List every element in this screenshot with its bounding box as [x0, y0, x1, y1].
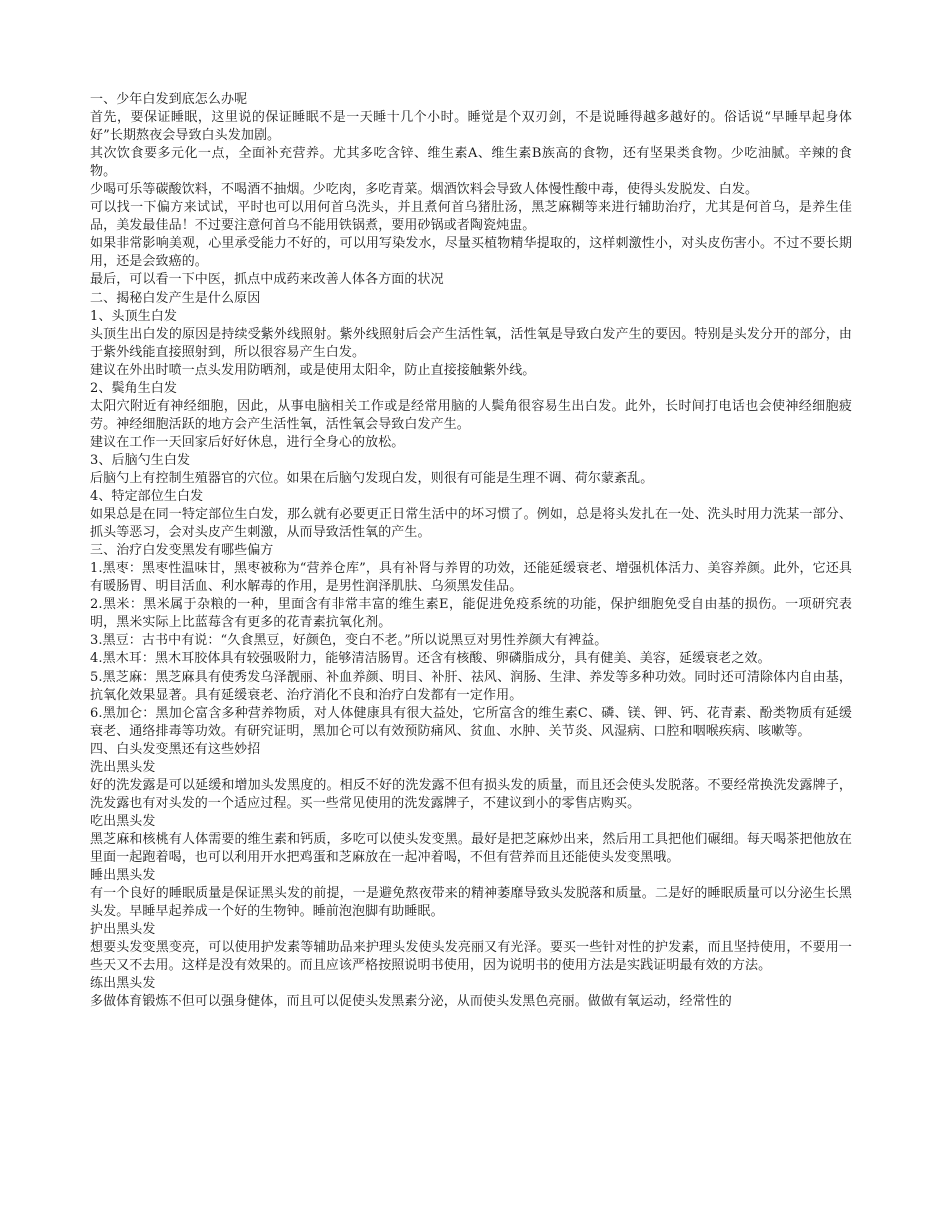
list-item: 4.黑木耳：黑木耳胶体具有较强吸附力，能够清洁肠胃。还含有核酸、卵磷脂成分，具有健美、美容，延缓衰老之效。 [90, 651, 771, 667]
section-heading: 一、少年白发到底怎么办呢 [90, 92, 248, 107]
paragraph: 其次饮食要多元化一点，全面补充营养。尤其多吃含锌、维生素A、维生素B族高的食物，还有坚果类食物。少吃油腻。辛辣的食物。 [90, 146, 852, 180]
section-heading: 四、白头发变黑还有这些妙招 [90, 741, 261, 757]
paragraph: 建议在外出时喷一点头发用防晒剂，或是使用太阳伞，防止直接接触紫外线。 [90, 362, 536, 378]
paragraph: 如果总是在同一特定部位生白发，那么就有必要更正日常生活中的坏习惯了。例如，总是将头发扎在一处、洗头时用力洗某一部分、抓头等恶习，会对头皮产生刺激，从而导致活性氧的产生。 [90, 507, 852, 541]
list-item: 5.黑芝麻：黑芝麻具有使秀发乌泽靓丽、补血养颜、明目、补肝、祛风、润肠、生津、养发等多种功效。同时还可清除体内自由基，抗氧化效果显著。具有延缓衰老、治疗消化不良和治疗白发都有一定作用。 [90, 669, 852, 703]
list-item: 6.黑加仑：黑加仑富含多种营养物质，对人体健康具有很大益处，它所富含的维生素C、磷、镁、钾、钙、花青素、酚类物质有延缓衰老、通络排毒等功效。有研究证明，黑加仑可以有效预防痛风、贫血、水肿、关节炎、风湿病、口腔和咽喉疾病、咳嗽等。 [90, 705, 852, 739]
paragraph: 最后，可以看一下中医，抓点中成药来改善人体各方面的状况 [90, 272, 444, 288]
list-item: 2.黑米：黑米属于杂粮的一种，里面含有非常丰富的维生素E，能促进免疫系统的功能，保护细胞免受自由基的损伤。一项研究表明，黑米实际上比蓝莓含有更多的花青素抗氧化剂。 [90, 597, 852, 631]
paragraph: 头顶生出白发的原因是持续受紫外线照射。紫外线照射后会产生活性氧，活性氧是导致白发产生的要因。特别是头发分开的部分，由于紫外线能直接照射到，所以很容易产生白发。 [90, 326, 852, 360]
list-item: 1.黑枣：黑枣性温味甘，黑枣被称为“营养仓库”，具有补肾与养胃的功效，还能延缓衰老、增强机体活力、美容养颜。此外，它还具有暖肠胃、明目活血、利水解毒的作用，是男性润泽肌肤、乌须黑发佳品。 [90, 561, 852, 595]
document-body [90, 91, 852, 1011]
paragraph: 太阳穴附近有神经细胞，因此，从事电脑相关工作或是经常用脑的人鬓角很容易生出白发。此外，长时间打电话也会使神经细胞疲劳。神经细胞活跃的地方会产生活性氧，活性氧会导致白发产生。 [90, 398, 852, 432]
subheading: 睡出黑头发 [90, 868, 156, 884]
subheading: 3、后脑勺生白发 [90, 452, 191, 468]
paragraph: 首先，要保证睡眠，这里说的保证睡眠不是一天睡十几个小时。睡觉是个双刃剑，不是说睡得越多越好的。俗话说“早睡早起身体好”长期熬夜会导致白头发加剧。 [90, 110, 852, 144]
subheading: 护出黑头发 [90, 922, 156, 938]
paragraph: 建议在工作一天回家后好好休息，进行全身心的放松。 [90, 434, 405, 450]
paragraph: 可以找一下偏方来试试，平时也可以用何首乌洗头，并且煮何首乌猪肚汤，黑芝麻糊等来进行辅助治疗，尤其是何首乌，是养生佳品，美发最佳品！不过要注意何首乌不能用铁锅煮，要用砂锅或者陶瓷炖盅。 [90, 200, 852, 234]
subheading: 2、鬓角生白发 [90, 380, 177, 396]
paragraph: 后脑勺上有控制生殖器官的穴位。如果在后脑勺发现白发，则很有可能是生理不调、荷尔蒙紊乱。 [90, 470, 654, 486]
paragraph: 少喝可乐等碳酸饮料，不喝酒不抽烟。少吃肉，多吃青菜。烟酒饮料会导致人体慢性酸中毒，使得头发脱发、白发。 [90, 182, 759, 198]
paragraph: 黑芝麻和核桃有人体需要的维生素和钙质，多吃可以使头发变黑。最好是把芝麻炒出来，然后用工具把他们碾细。每天喝茶把他放在里面一起跑着喝，也可以利用开水把鸡蛋和芝麻放在一起冲着喝，不但有营养而且还能使头发变黑哦。 [90, 831, 852, 865]
paragraph: 好的洗发露是可以延缓和增加头发黑度的。相反不好的洗发露不但有损头发的质量，而且还会使头发脱落。不要经常换洗发露牌子，洗发露也有对头发的一个适应过程。买一些常见使用的洗发露牌子，不建议到小的零售店购买。 [90, 777, 852, 811]
paragraph: 有一个良好的睡眠质量是保证黑头发的前提，一是避免熬夜带来的精神萎靡导致头发脱落和质量。二是好的睡眠质量可以分泌生长黑头发。早睡早起养成一个好的生物钟。睡前泡泡脚有助睡眠。 [90, 886, 852, 920]
subheading: 4、特定部位生白发 [90, 489, 204, 505]
subheading: 洗出黑头发 [90, 759, 156, 775]
paragraph: 如果非常影响美观，心里承受能力不好的，可以用写染发水，尽量买植物精华提取的，这样刺激性小，对头皮伤害小。不过不要长期用，还是会致癌的。 [90, 236, 852, 270]
paragraph: 想要头发变黑变亮，可以使用护发素等辅助品来护理头发使头发亮丽又有光泽。要买一些针对性的护发素，而且坚持使用，不要用一些天又不去用。这样是没有效果的。而且应该严格按照说明书使用，因为说明书的使用方法是实践证明最有效的方法。 [90, 940, 852, 974]
section-heading: 二、揭秘白发产生是什么原因 [90, 290, 261, 306]
subheading: 练出黑头发 [90, 976, 156, 992]
subheading: 1、头顶生白发 [90, 308, 177, 324]
list-item: 3.黑豆：古书中有说：“久食黑豆，好颜色，变白不老。”所以说黑豆对男性养颜大有裨益。 [90, 633, 608, 649]
paragraph: 多做体育锻炼不但可以强身健体，而且可以促使头发黑素分泌，从而使头发黑色亮丽。做做有氧运动，经常性的 [90, 994, 732, 1010]
section-heading: 三、治疗白发变黑发有哪些偏方 [90, 543, 274, 559]
subheading: 吃出黑头发 [90, 813, 156, 829]
